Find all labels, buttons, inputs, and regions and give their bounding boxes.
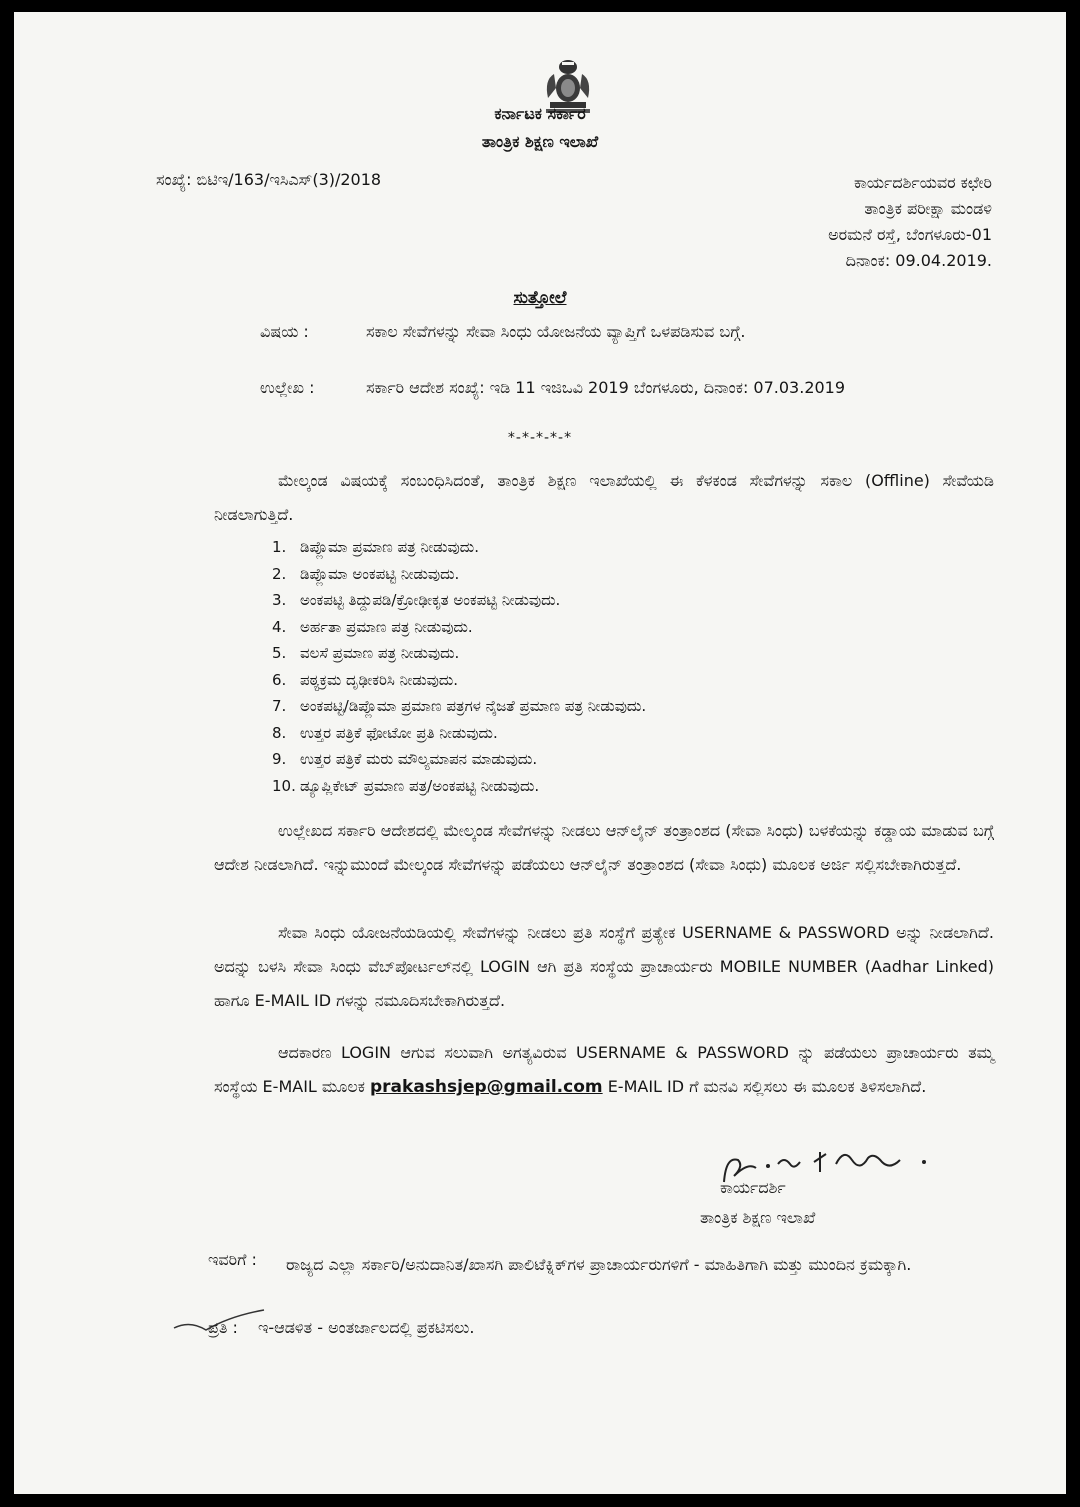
reference-text: ಸರ್ಕಾರಿ ಆದೇಶ ಸಂಖ್ಯೆ: ಇಡಿ 11 ಇಜಿಒವಿ 2019 ಬೆಂಗಳೂರು, ದಿನಾಂಕ: 07.03.2019 [366,378,846,397]
service-text: ಅರ್ಹತಾ ಪ್ರಮಾಣ ಪತ್ರ ನೀಡುವುದು. [300,617,473,636]
circular-title: ಸುತ್ತೋಲೆ [513,288,567,308]
service-item [272,534,646,561]
signatory-title: ಕಾರ್ಯದರ್ಶಿ [720,1178,786,1197]
service-item [272,614,646,641]
office-line-2: ತಾಂತ್ರಿಕ ಪರೀಕ್ಷಾ ಮಂಡಳಿ [864,199,992,218]
service-item [272,693,646,720]
request-text-after: E-MAIL ID ಗೆ ಮನವಿ ಸಲ್ಲಿಸಲು ಈ ಮೂಲಕ ತಿಳಿಸಲಾಗಿದೆ. [602,1077,927,1096]
office-line-3: ಅರಮನೆ ರಸ್ತೆ, ಬೆಂಗಳೂರು-01 [828,225,992,244]
service-text: ಡ್ಯೂಪ್ಲಿಕೇಟ್ ಪ್ರಮಾಣ ಪತ್ರ/ಅಂಕಪಟ್ಟಿ ನೀಡುವುದು. [300,776,540,795]
service-number: 6. [272,670,287,689]
copy-text: ಇ-ಆಡಳಿತ - ಅಂತರ್ಜಾಲದಲ್ಲಿ ಪ್ರಕಟಿಸಲು. [258,1318,475,1337]
office-address [828,170,992,274]
recipients-label: ಇವರಿಗೆ : [208,1250,257,1269]
recipients-text: ರಾಜ್ಯದ ಎಲ್ಲಾ ಸರ್ಕಾರಿ/ಅನುದಾನಿತ/ಖಾಸಗಿ ಪಾಲಿಟೆಕ್ನಿಕ್‌ಗಳ ಪ್ರಾಚಾರ್ಯರುಗಳಿಗೆ - ಮಾಹಿತಿಗಾಗಿ ಮತ್ತು ಮುಂದಿನ ಕ್ರಮಕ್ಕಾಗಿ. [286,1255,912,1274]
issue-date: ದಿನಾಂಕ: 09.04.2019. [845,251,992,270]
intro-paragraph: ಮೇಲ್ಕಂಡ ವಿಷಯಕ್ಕೆ ಸಂಬಂಧಿಸಿದಂತೆ, ತಾಂತ್ರಿಕ ಶಿಕ್ಷಣ ಇಲಾಖೆಯಲ್ಲಿ ಈ ಕೆಳಕಂಡ ಸೇವೆಗಳನ್ನು ಸಕಾಲ (Offline) ಸೇವೆಯಡಿ ನೀಡಲಾಗುತ್ತಿದೆ. [214,471,994,524]
service-item [272,640,646,667]
service-number: 9. [272,750,287,768]
email-link[interactable]: prakashsjep@gmail.com [370,1077,603,1097]
service-number: 7. [272,697,287,715]
service-number: 4. [272,617,287,636]
signatory-department: ತಾಂತ್ರಿಕ ಶಿಕ್ಷಣ ಇಲಾಖೆ [700,1208,816,1227]
office-line-1: ಕಾರ್ಯದರ್ಶಿಯವರ ಕಛೇರಿ [854,173,992,192]
department-name: ತಾಂತ್ರಿಕ ಶಿಕ್ಷಣ ಇಲಾಖೆ [481,132,599,151]
services-list [272,534,646,799]
government-name: ಕರ್ನಾಟಕ ಸರ್ಕಾರ [494,104,586,123]
service-number: 10. [272,776,296,795]
service-text: ಉತ್ತರ ಪತ್ರಿಕೆ ಮರು ಮೌಲ್ಯಮಾಪನ ಮಾಡುವುದು. [300,750,538,768]
copy-label: ಪ್ರತಿ : [208,1318,238,1337]
service-item [272,667,646,694]
service-number: 1. [272,538,287,556]
service-item [272,773,646,800]
paragraph-request [214,1036,994,1104]
service-item [272,561,646,588]
service-number: 5. [272,644,287,662]
service-number: 8. [272,723,287,742]
reference-number: ಸಂಖ್ಯೆ: ಬಿಟಿಇ/163/ಇಸಿಎಸ್(3)/2018 [156,170,382,189]
document-page [14,12,1066,1494]
service-text: ಡಿಪ್ಲೊಮಾ ಪ್ರಮಾಣ ಪತ್ರ ನೀಡುವುದು. [300,538,479,556]
paragraph-credentials: ಸೇವಾ ಸಿಂಧು ಯೋಜನೆಯಡಿಯಲ್ಲಿ ಸೇವೆಗಳನ್ನು ನೀಡಲು ಪ್ರತಿ ಸಂಸ್ಥೆಗೆ ಪ್ರತ್ಯೇಕ USERNAME & PASSWORD ಅನ್ನು ನೀಡಲಾಗಿದೆ. ಅದನ್ನು ಬಳಸಿ ಸೇವಾ ಸಿಂಧು ವೆಬ್‌ಪೋರ್ಟಲ್‌ನಲ್ಲಿ LOGIN ಆಗಿ ಪ್ರತಿ ಸಂಸ್ಥೆಯ ಪ್ರಾಚಾರ್ಯರು MOBILE NUMBER (Aadhar Linked) ಹಾಗೂ E-MAIL ID ಗಳನ್ನು ನಮೂದಿಸಬೇಕಾಗಿರುತ್ತದೆ. [214,923,994,1010]
service-text: ಪಠ್ಯಕ್ರಮ ದೃಢೀಕರಿಸಿ ನೀಡುವುದು. [300,670,459,689]
service-text: ಡಿಪ್ಲೊಮಾ ಅಂಕಪಟ್ಟಿ ನೀಡುವುದು. [300,564,460,583]
paragraph-order: ಉಲ್ಲೇಖದ ಸರ್ಕಾರಿ ಆದೇಶದಲ್ಲಿ ಮೇಲ್ಕಂಡ ಸೇವೆಗಳನ್ನು ನೀಡಲು ಆನ್‌ಲೈನ್ ತಂತ್ರಾಂಶದ (ಸೇವಾ ಸಿಂಧು) ಬಳಕೆಯನ್ನು ಕಡ್ಡಾಯ ಮಾಡುವ ಬಗ್ಗೆ ಆದೇಶ ನೀಡಲಾಗಿದೆ. ಇನ್ನುಮುಂದೆ ಮೇಲ್ಕಂಡ ಸೇವೆಗಳನ್ನು ಪಡೆಯಲು ಆನ್‌ಲೈನ್ ತಂತ್ರಾಂಶದ (ಸೇವಾ ಸಿಂಧು) ಮೂಲಕ ಅರ್ಜಿ ಸಲ್ಲಿಸಬೇಕಾಗಿರುತ್ತದೆ. [214,821,994,874]
service-number: 2. [272,564,287,583]
request-text-before: ಆದಕಾರಣ LOGIN ಆಗುವ ಸಲುವಾಗಿ ಅಗತ್ಯವಿರುವ USERNAME & PASSWORD ನ್ನು ಪಡೆಯಲು ಪ್ರಾಚಾರ್ಯರು ತಮ್ಮ ಸಂಸ್ಥೆಯ E-MAIL ಮೂಲಕ [214,1043,994,1096]
service-item [272,746,646,773]
subject-label: ವಿಷಯ : [260,322,309,341]
service-text: ಉತ್ತರ ಪತ್ರಿಕೆ ಫೋಟೋ ಪ್ರತಿ ನೀಡುವುದು. [300,723,498,742]
subject-text: ಸಕಾಲ ಸೇವೆಗಳನ್ನು ಸೇವಾ ಸಿಂಧು ಯೋಜನೆಯ ವ್ಯಾಪ್ತಿಗೆ ಒಳಪಡಿಸುವ ಬಗ್ಗೆ. [366,322,746,341]
service-number: 3. [272,591,287,609]
separator: *-*-*-*-* [507,430,573,446]
reference-label: ಉಲ್ಲೇಖ : [260,378,315,397]
service-item [272,587,646,614]
service-text: ವಲಸೆ ಪ್ರಮಾಣ ಪತ್ರ ನೀಡುವುದು. [300,644,460,662]
service-text: ಅಂಕಪಟ್ಟಿ ತಿದ್ದುಪಡಿ/ಕ್ರೋಢೀಕೃತ ಅಂಕಪಟ್ಟಿ ನೀಡುವುದು. [300,591,561,609]
service-text: ಅಂಕಪಟ್ಟಿ/ಡಿಪ್ಲೊಮಾ ಪ್ರಮಾಣ ಪತ್ರಗಳ ನೈಜತೆ ಪ್ರಮಾಣ ಪತ್ರ ನೀಡುವುದು. [300,697,647,715]
service-item [272,720,646,747]
